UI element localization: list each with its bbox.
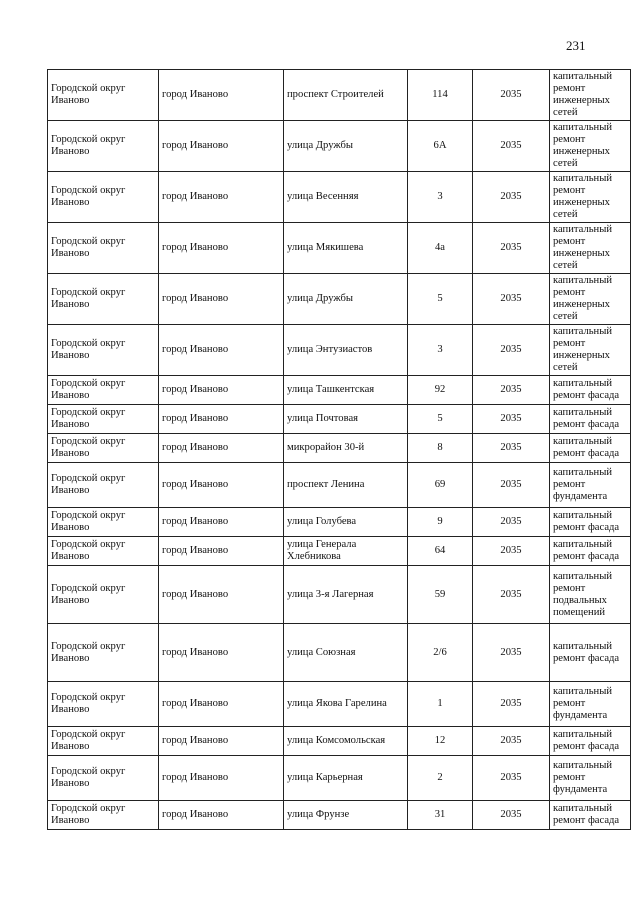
cell-year: 2035 [473,508,550,537]
cell-year: 2035 [473,566,550,624]
table-row [48,756,631,801]
cell-work-type: капитальный ремонт инженерных сетей [550,121,631,172]
table-row [48,70,631,121]
table-row [48,624,631,682]
cell-year: 2035 [473,70,550,121]
cell-work-type: капитальный ремонт фундамента [550,756,631,801]
cell-district: Городской округ Иваново [48,434,159,463]
cell-city: город Иваново [159,274,284,325]
cell-street: микрорайон 30-й [284,434,408,463]
cell-city: город Иваново [159,223,284,274]
cell-work-type: капитальный ремонт фасада [550,508,631,537]
cell-year: 2035 [473,223,550,274]
cell-city: город Иваново [159,405,284,434]
cell-year: 2035 [473,434,550,463]
cell-district: Городской округ Иваново [48,463,159,508]
cell-city: город Иваново [159,70,284,121]
table-row [48,223,631,274]
cell-year: 2035 [473,801,550,830]
cell-house-number: 114 [408,70,473,121]
cell-city: город Иваново [159,325,284,376]
cell-year: 2035 [473,376,550,405]
cell-house-number: 9 [408,508,473,537]
cell-district: Городской округ Иваново [48,325,159,376]
table-row [48,274,631,325]
cell-district: Городской округ Иваново [48,172,159,223]
cell-district: Городской округ Иваново [48,537,159,566]
cell-house-number: 31 [408,801,473,830]
table-row [48,801,631,830]
table-row [48,434,631,463]
cell-city: город Иваново [159,172,284,223]
cell-city: город Иваново [159,434,284,463]
cell-district: Городской округ Иваново [48,274,159,325]
cell-year: 2035 [473,727,550,756]
cell-street: улица Дружбы [284,274,408,325]
cell-district: Городской округ Иваново [48,801,159,830]
cell-city: город Иваново [159,508,284,537]
table-row [48,405,631,434]
cell-street: улица 3-я Лагерная [284,566,408,624]
cell-work-type: капитальный ремонт фасада [550,434,631,463]
cell-street: улица Ташкентская [284,376,408,405]
cell-city: город Иваново [159,566,284,624]
cell-district: Городской округ Иваново [48,121,159,172]
cell-house-number: 2 [408,756,473,801]
cell-year: 2035 [473,756,550,801]
cell-work-type: капитальный ремонт инженерных сетей [550,274,631,325]
cell-house-number: 12 [408,727,473,756]
cell-street: улица Союзная [284,624,408,682]
cell-work-type: капитальный ремонт инженерных сетей [550,223,631,274]
table-row [48,463,631,508]
cell-house-number: 69 [408,463,473,508]
cell-city: город Иваново [159,727,284,756]
cell-work-type: капитальный ремонт фасада [550,405,631,434]
cell-work-type: капитальный ремонт подвальных помещений [550,566,631,624]
cell-year: 2035 [473,325,550,376]
housing-repair-table [47,69,631,830]
cell-year: 2035 [473,537,550,566]
cell-city: город Иваново [159,682,284,727]
table-row [48,727,631,756]
table-row [48,537,631,566]
cell-street: улица Почтовая [284,405,408,434]
cell-district: Городской округ Иваново [48,682,159,727]
cell-work-type: капитальный ремонт инженерных сетей [550,325,631,376]
cell-house-number: 6А [408,121,473,172]
cell-work-type: капитальный ремонт фасада [550,801,631,830]
table-row [48,682,631,727]
table-row [48,508,631,537]
cell-city: город Иваново [159,756,284,801]
cell-house-number: 5 [408,274,473,325]
table-row [48,172,631,223]
cell-city: город Иваново [159,376,284,405]
cell-street: улица Комсомольская [284,727,408,756]
cell-year: 2035 [473,274,550,325]
cell-house-number: 59 [408,566,473,624]
cell-house-number: 5 [408,405,473,434]
table-row [48,566,631,624]
cell-district: Городской округ Иваново [48,756,159,801]
cell-house-number: 3 [408,172,473,223]
cell-year: 2035 [473,463,550,508]
cell-district: Городской округ Иваново [48,727,159,756]
cell-city: город Иваново [159,463,284,508]
cell-year: 2035 [473,682,550,727]
cell-work-type: капитальный ремонт фасада [550,624,631,682]
cell-street: улица Голубева [284,508,408,537]
cell-street: улица Весенняя [284,172,408,223]
cell-year: 2035 [473,172,550,223]
page-number: 231 [566,38,586,53]
cell-street: улица Энтузиастов [284,325,408,376]
cell-street: улица Карьерная [284,756,408,801]
cell-city: город Иваново [159,537,284,566]
cell-street: улица Генерала Хлебникова [284,537,408,566]
table-row [48,121,631,172]
cell-work-type: капитальный ремонт фундамента [550,463,631,508]
cell-district: Городской округ Иваново [48,566,159,624]
cell-street: проспект Ленина [284,463,408,508]
cell-house-number: 3 [408,325,473,376]
cell-work-type: капитальный ремонт инженерных сетей [550,172,631,223]
cell-year: 2035 [473,121,550,172]
cell-work-type: капитальный ремонт фасада [550,376,631,405]
cell-city: город Иваново [159,801,284,830]
table-row [48,325,631,376]
cell-street: улица Фрунзе [284,801,408,830]
cell-city: город Иваново [159,121,284,172]
cell-work-type: капитальный ремонт фасада [550,727,631,756]
cell-street: проспект Строителей [284,70,408,121]
cell-district: Городской округ Иваново [48,624,159,682]
cell-district: Городской округ Иваново [48,223,159,274]
cell-district: Городской округ Иваново [48,405,159,434]
cell-street: улица Якова Гарелина [284,682,408,727]
cell-year: 2035 [473,405,550,434]
cell-work-type: капитальный ремонт инженерных сетей [550,70,631,121]
cell-house-number: 64 [408,537,473,566]
cell-house-number: 2/6 [408,624,473,682]
cell-city: город Иваново [159,624,284,682]
cell-house-number: 8 [408,434,473,463]
cell-district: Городской округ Иваново [48,70,159,121]
cell-house-number: 1 [408,682,473,727]
cell-street: улица Дружбы [284,121,408,172]
cell-district: Городской округ Иваново [48,376,159,405]
cell-work-type: капитальный ремонт фасада [550,537,631,566]
cell-street: улица Мякишева [284,223,408,274]
cell-district: Городской округ Иваново [48,508,159,537]
table-row [48,376,631,405]
cell-year: 2035 [473,624,550,682]
cell-work-type: капитальный ремонт фундамента [550,682,631,727]
cell-house-number: 92 [408,376,473,405]
cell-house-number: 4а [408,223,473,274]
